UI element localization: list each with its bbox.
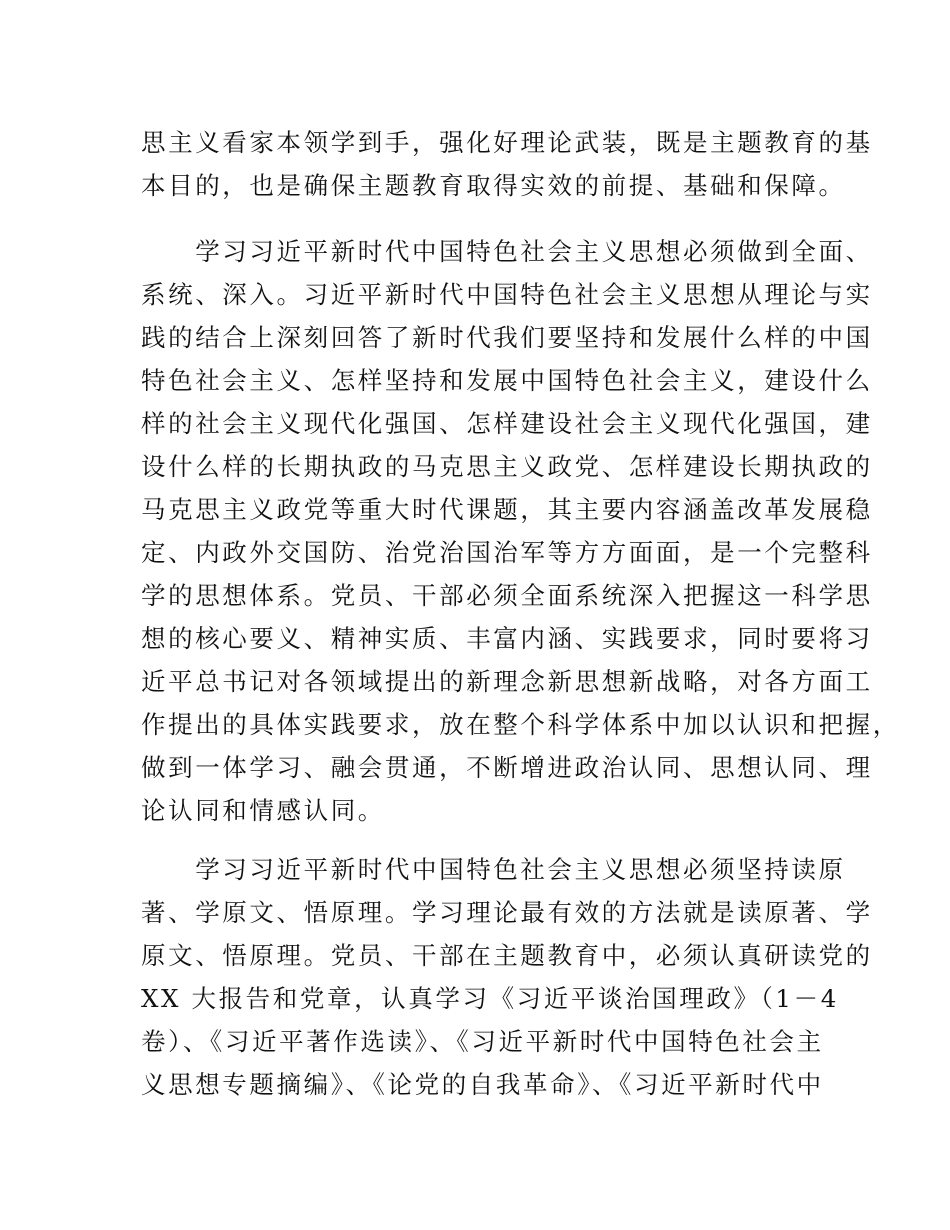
text-line: 论认同和情感认同。 <box>141 796 385 825</box>
paragraph-2 <box>141 230 900 832</box>
text-line: 学习习近平新时代中国特色社会主义思想必须坚持读原 <box>141 855 846 884</box>
text-line: XX 大报告和党章，认真学习《习近平谈治国理政》（1－4 <box>141 984 839 1013</box>
text-line: 近平总书记对各领域提出的新理念新思想新战略，对各方面工 <box>141 667 873 696</box>
text-line: 马克思主义政党等重大时代课题，其主要内容涵盖改革发展稳 <box>141 495 873 524</box>
text-line: 系统、深入。习近平新时代中国特色社会主义思想从理论与实 <box>141 280 873 309</box>
text-line: 卷）、《习近平著作选读》、《习近平新时代中国特色社会主 <box>141 1027 824 1056</box>
text-line: 学习习近平新时代中国特色社会主义思想必须做到全面、 <box>141 237 873 266</box>
text-line: 特色社会主义、怎样坚持和发展中国特色社会主义，建设什么 <box>141 366 873 395</box>
text-line: 思主义看家本领学到手，强化好理论武装，既是主题教育的基 <box>141 128 873 157</box>
paragraph-3 <box>141 848 873 1106</box>
text-line: 学的思想体系。党员、干部必须全面系统深入把握这一科学思 <box>141 581 873 610</box>
text-line: 样的社会主义现代化强国、怎样建设社会主义现代化强国，建 <box>141 409 873 438</box>
text-line: 设什么样的长期执政的马克思主义政党、怎样建设长期执政的 <box>141 452 873 481</box>
text-line: 做到一体学习、融会贯通，不断增进政治认同、思想认同、理 <box>141 753 873 782</box>
text-line: 原文、悟原理。党员、干部在主题教育中，必须认真研读党的 <box>141 941 873 970</box>
paragraph-1 <box>141 121 873 207</box>
text-line: 践的结合上深刻回答了新时代我们要坚持和发展什么样的中国 <box>141 323 873 352</box>
text-line: 义思想专题摘编》、《论党的自我革命》、《习近平新时代中 <box>141 1070 824 1099</box>
text-line: 定、内政外交国防、治党治国治军等方方面面，是一个完整科 <box>141 538 873 567</box>
text-line: 著、学原文、悟原理。学习理论最有效的方法就是读原著、学 <box>141 898 873 927</box>
text-line: 作提出的具体实践要求，放在整个科学体系中加以认识和把握， <box>141 710 900 739</box>
text-line: 想的核心要义、精神实质、丰富内涵、实践要求，同时要将习 <box>141 624 873 653</box>
text-line: 本目的，也是确保主题教育取得实效的前提、基础和保障。 <box>141 171 846 200</box>
